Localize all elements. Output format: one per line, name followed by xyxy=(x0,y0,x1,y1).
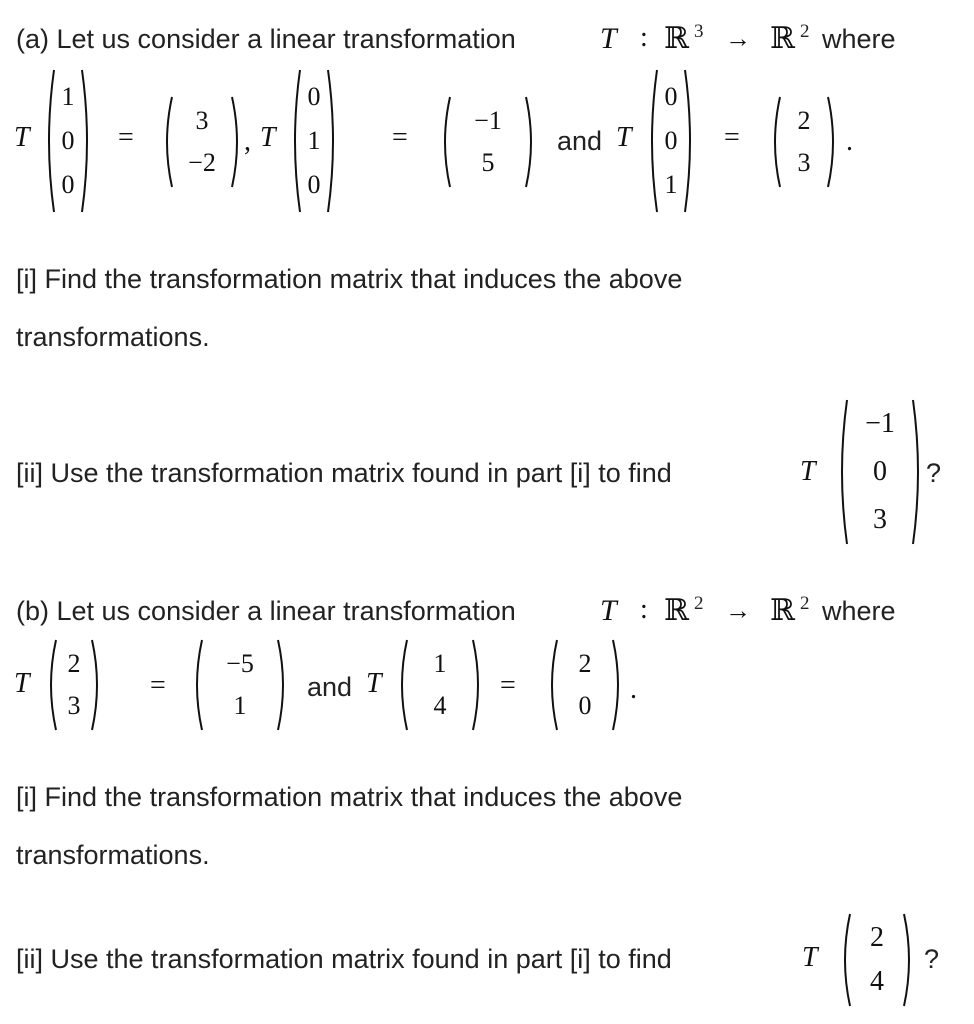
vector-entry: 0 xyxy=(61,170,75,199)
vector-entry: 1 xyxy=(61,82,75,111)
codomain-exponent: 2 xyxy=(800,593,810,614)
left-paren xyxy=(190,638,204,732)
right-paren xyxy=(230,95,244,189)
T-symbol: T xyxy=(366,668,382,699)
question-mark: ? xyxy=(924,944,940,974)
vector-entry: 1 xyxy=(307,126,321,155)
colon: : xyxy=(640,594,648,625)
part-a-intro: (a) Let us consider a linear transformation xyxy=(16,24,516,54)
T-symbol: T xyxy=(802,942,818,973)
period: . xyxy=(846,126,853,157)
vector-entry: 0 xyxy=(664,126,678,155)
input-vector-e2 xyxy=(288,68,340,214)
right-paren xyxy=(902,912,916,1008)
where-label: where xyxy=(822,596,896,626)
codomain-exponent: 2 xyxy=(800,21,810,42)
domain-symbol: ℝ xyxy=(664,594,689,627)
T-symbol: T xyxy=(800,456,816,487)
and-label: and xyxy=(307,672,353,702)
vector-entry: 0 xyxy=(307,170,321,199)
vector-entry: 1 xyxy=(664,170,678,199)
vector-entry: 3 xyxy=(873,504,887,535)
left-paren xyxy=(768,95,782,189)
vector-entry: 2 xyxy=(870,922,884,953)
codomain-symbol: ℝ xyxy=(770,22,795,55)
part-b-question-i: [i] Find the transformation matrix that induces the above xyxy=(16,782,683,812)
part-a-question-i-cont: transformations. xyxy=(16,322,210,352)
output-vector-b2 xyxy=(545,638,625,732)
left-paren xyxy=(438,95,452,189)
part-a-question-ii-text: [ii] Use the transformation matrix found in part [i] to find xyxy=(16,458,672,488)
colon: : xyxy=(640,22,648,53)
left-paren xyxy=(288,68,302,214)
domain-exponent: 3 xyxy=(694,21,704,42)
vector-entry: −2 xyxy=(188,148,216,177)
vector-entry: 1 xyxy=(233,691,247,720)
right-paren xyxy=(826,95,840,189)
domain-symbol: ℝ xyxy=(664,22,689,55)
right-paren xyxy=(326,68,340,214)
left-paren xyxy=(645,68,659,214)
T-symbol: T xyxy=(616,122,632,153)
and-label: and xyxy=(557,126,603,156)
left-paren xyxy=(838,912,852,1008)
input-vector-b2 xyxy=(395,638,485,732)
input-vector-b1 xyxy=(44,638,104,732)
T-symbol: T xyxy=(260,122,276,153)
part-a-question-i: [i] Find the transformation matrix that induces the above xyxy=(16,264,683,294)
output-vector-1 xyxy=(160,95,244,189)
vector-entry: −5 xyxy=(226,649,254,678)
vector-entry: 0 xyxy=(578,691,592,720)
vector-entry: −1 xyxy=(865,408,895,439)
output-vector-b1 xyxy=(190,638,290,732)
vector-entry: 0 xyxy=(664,82,678,111)
right-paren xyxy=(80,68,94,214)
left-paren xyxy=(545,638,559,732)
arrow: → xyxy=(725,24,751,53)
domain-exponent: 2 xyxy=(694,593,704,614)
left-paren xyxy=(395,638,409,732)
input-vector-e1 xyxy=(42,68,94,214)
vector-entry: 5 xyxy=(481,148,495,177)
vector-entry: 0 xyxy=(61,126,75,155)
right-paren xyxy=(524,95,538,189)
part-b-question-ii-text: [ii] Use the transformation matrix found in part [i] to find xyxy=(16,944,672,974)
vector-entry: 2 xyxy=(797,106,811,135)
part-b-question-i-cont: transformations. xyxy=(16,840,210,870)
equals-sign: = xyxy=(500,670,516,701)
vector-entry: 3 xyxy=(67,691,81,720)
part-b-intro: (b) Let us consider a linear transformation xyxy=(16,596,516,626)
left-paren xyxy=(42,68,56,214)
T-symbol: T xyxy=(14,122,30,153)
map-symbol: T xyxy=(600,22,617,55)
right-paren xyxy=(683,68,697,214)
vector-entry: 3 xyxy=(797,148,811,177)
query-vector-b xyxy=(838,912,916,1008)
vector-entry: 2 xyxy=(67,649,81,678)
equals-sign: = xyxy=(150,670,166,701)
comma: , xyxy=(244,126,251,157)
output-vector-3 xyxy=(768,95,840,189)
right-paren xyxy=(471,638,485,732)
where-label: where xyxy=(822,24,896,54)
map-symbol: T xyxy=(600,594,617,627)
left-paren xyxy=(160,95,174,189)
right-paren xyxy=(90,638,104,732)
left-paren xyxy=(44,638,58,732)
vector-entry: 0 xyxy=(307,82,321,111)
vector-entry: 3 xyxy=(195,106,209,135)
equals-sign: = xyxy=(724,122,740,153)
question-mark: ? xyxy=(926,458,942,488)
query-vector-a xyxy=(835,398,925,546)
period: . xyxy=(630,674,637,705)
left-paren xyxy=(835,398,849,546)
right-paren xyxy=(611,638,625,732)
vector-entry: 1 xyxy=(433,649,447,678)
right-paren xyxy=(276,638,290,732)
vector-entry: −1 xyxy=(474,106,502,135)
equals-sign: = xyxy=(118,122,134,153)
vector-entry: 4 xyxy=(870,966,884,997)
right-paren xyxy=(911,398,925,546)
vector-entry: 2 xyxy=(578,649,592,678)
T-symbol: T xyxy=(14,668,30,699)
output-vector-2 xyxy=(438,95,538,189)
input-vector-e3 xyxy=(645,68,697,214)
codomain-symbol: ℝ xyxy=(770,594,795,627)
arrow: → xyxy=(725,596,751,625)
vector-entry: 0 xyxy=(873,456,887,487)
vector-entry: 4 xyxy=(433,691,447,720)
equals-sign: = xyxy=(392,122,408,153)
